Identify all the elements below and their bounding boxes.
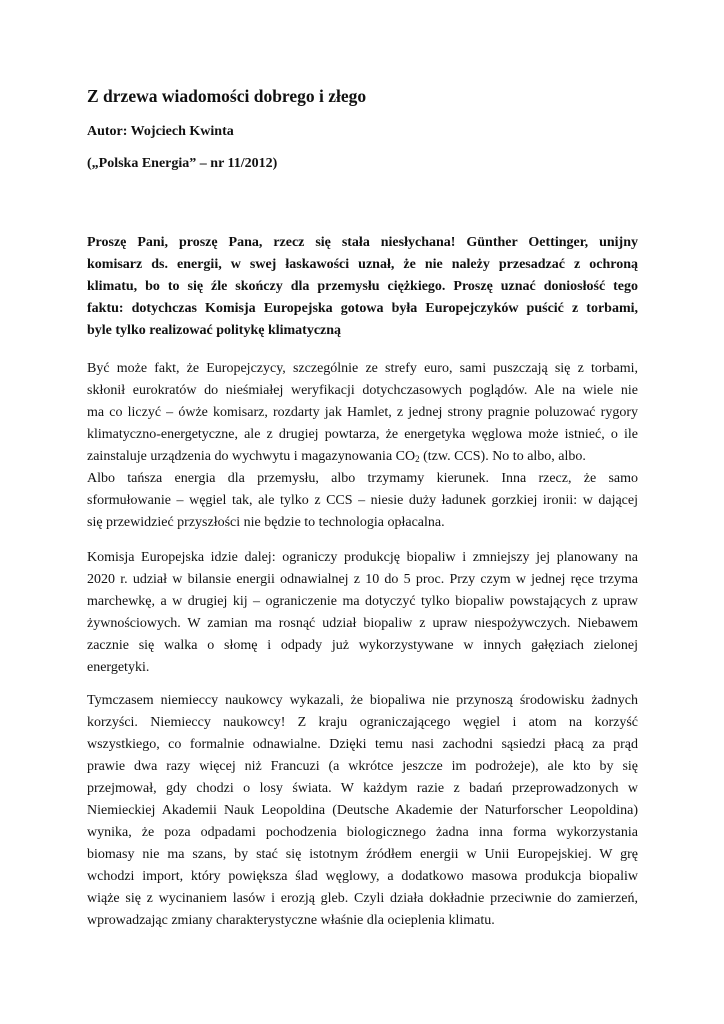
text-line: wiąże się z wycinaniem lasów i erozją gleb. Czyli działa dokładnie przeciwnie do zamierzeń, xyxy=(87,891,638,906)
text-line: się przewidzieć przyszłości nie będzie to technologia opłacalna. xyxy=(87,515,445,530)
text-line: energetyki. xyxy=(87,660,150,675)
text-line-with-co2 xyxy=(87,446,638,468)
body-paragraph-1 xyxy=(87,358,638,534)
text-segment: zainstaluje urządzenia do wychwytu i magazynowania CO xyxy=(87,449,416,464)
text-line: zacznie się walka o słomę i odpady już wykorzystywane w innych gałęziach zielonej xyxy=(87,638,638,653)
body-paragraph-3 xyxy=(87,690,638,932)
text-line: biomasy nie ma szans, by stać się istotnym źródłem energii w Unii Europejskiej. W grę xyxy=(87,847,638,862)
text-line: byle tylko realizować politykę klimatyczną xyxy=(87,323,342,338)
text-line: wprowadzając zmiany charakterystyczne właśnie dla ocieplenia klimatu. xyxy=(87,913,495,928)
text-line: korzyści. Niemieccy naukowcy! Z kraju ograniczającego węgiel i atom na korzyść xyxy=(87,715,638,730)
text-line: Proszę Pani, proszę Pana, rzecz się stała niesłychana! Günther Oettinger, unijny xyxy=(87,235,638,250)
text-line: wchodzi import, który powiększa ślad węglowy, a dodatkowo masowa produkcja biopaliw xyxy=(87,869,638,884)
text-line: marchewkę, a w drugiej kij – ograniczenie ma dotyczyć tylko biopaliw powstających z upraw xyxy=(87,594,638,609)
text-line: 2020 r. udział w bilansie energii odnawialnej z 10 do 5 proc. Przy czym w jednej ręce trzyma xyxy=(87,572,638,587)
text-line: komisarz ds. energii, w swej łaskawości uznał, że nie należy przesadzać z ochroną xyxy=(87,257,638,272)
text-line: Tymczasem niemieccy naukowcy wykazali, że biopaliwa nie przynoszą środowisku żadnych xyxy=(87,693,638,708)
lead-paragraph xyxy=(87,232,638,342)
body-paragraph-2 xyxy=(87,547,638,679)
text-line: Albo tańsza energia dla przemysłu, albo trzymamy kierunek. Inna rzecz, że samo xyxy=(87,471,638,486)
source-line: („Polska Energia” – nr 11/2012) xyxy=(87,156,278,171)
text-line: Być może fakt, że Europejczycy, szczególnie ze strefy euro, sami puszczają się z torbami, xyxy=(87,361,638,376)
text-line: sformułowanie – węgiel tak, ale tylko z CCS – niesie duży ładunek gorzkiej ironii: w dającej xyxy=(87,493,638,508)
text-line: wynika, że poza odpadami pochodzenia biologicznego żadna inna forma wykorzystania xyxy=(87,825,638,840)
text-line: wszystkiego, co formalnie odnawialne. Dzięki temu nasi zachodni sąsiedzi płacą za prąd xyxy=(87,737,638,752)
text-line: skłonił eurokratów do nieśmiałej weryfikacji dotychczasowych poglądów. Ale na wiele nie xyxy=(87,383,638,398)
text-line: prawie dwa razy więcej niż Francuzi (a wkrótce jeszcze im podrożeje), ale kto by się xyxy=(87,759,638,774)
text-line: faktu: dotychczas Komisja Europejska gotowa była Europejczyków puścić z torbami, xyxy=(87,301,638,316)
text-line: żywnościowych. W zamian ma rosnąć udział biopaliw z upraw niespożywczych. Niebawem xyxy=(87,616,638,631)
text-segment: (tzw. CCS). No to albo, albo. xyxy=(419,449,586,464)
author-line: Autor: Wojciech Kwinta xyxy=(87,124,234,139)
subscript-2: 2 xyxy=(415,454,420,464)
text-line: przejmował, gdy chodzi o losy świata. W każdym razie z badań przeprowadzonych w xyxy=(87,781,638,796)
text-line: Komisja Europejska idzie dalej: ograniczy produkcję biopaliw i zmniejszy jej planowany na xyxy=(87,550,638,565)
text-line: klimatu, bo to się źle skończy dla przemysłu ciężkiego. Proszę uznać doniosłość tego xyxy=(87,279,638,294)
text-line: Niemieckiej Akademii Nauk Leopoldina (Deutsche Akademie der Naturforscher Leopoldina) xyxy=(87,803,638,818)
document-title: Z drzewa wiadomości dobrego i złego xyxy=(87,86,367,106)
text-line: ma co liczyć – ówże komisarz, rozdarty jak Hamlet, z jednej strony pragnie poluzować rygory xyxy=(87,405,638,420)
text-line: klimatyczno-energetyczne, ale z drugiej powtarza, że energetyka węglowa może istnieć, o ile xyxy=(87,427,638,442)
